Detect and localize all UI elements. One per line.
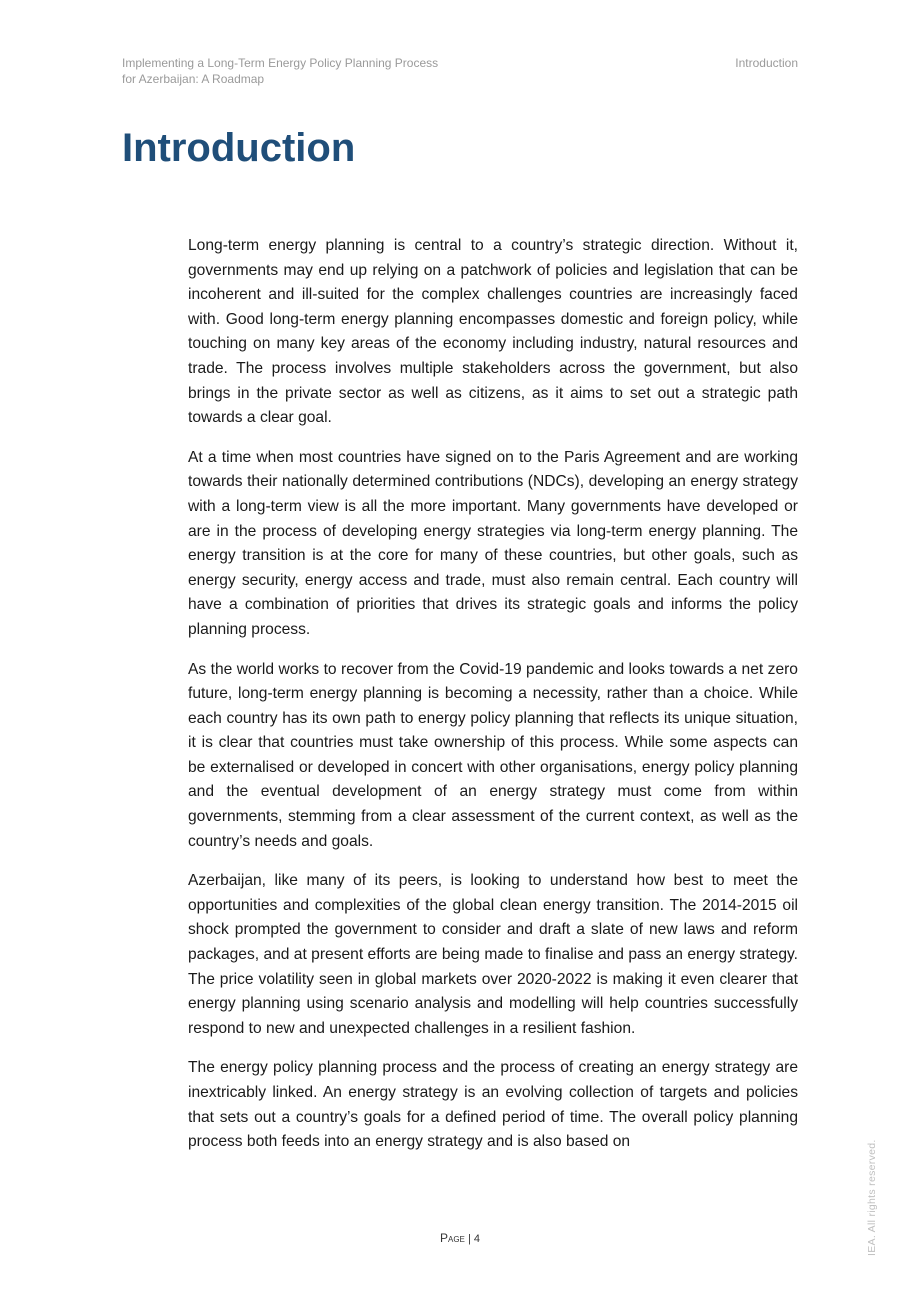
paragraph-4: Azerbaijan, like many of its peers, is looking to understand how best to meet the opportunities and complexities of the global clean energy transition. The 2014-2015 oil shock prompted the government to consider and draft a slate of new laws and reform packages, and at present efforts are being made to finalise and pass an energy strategy. The price volatility seen in global markets over 2020-2022 is making it even clearer that energy planning using scenario analysis and modelling will help countries successfully respond to new and unexpected challenges in a resilient fashion. — [188, 872, 798, 1037]
page-separator: | — [467, 1233, 471, 1245]
paragraph-2: At a time when most countries have signed on to the Paris Agreement and are working towards their nationally determined contributions (NDCs), developing an energy strategy with a long-term view is all the more important. Many governments have developed or are in the process of developing energy strategies via long-term energy planning. The energy transition is at the core for many of these countries, but other goals, such as energy security, energy access and trade, must also remain central. Each country will have a combination of priorities that drives its strategic goals and informs the policy planning process. — [188, 448, 798, 638]
rights-notice: IEA. All rights reserved. — [866, 1139, 878, 1256]
page-footer — [0, 1231, 920, 1246]
paragraph-3: As the world works to recover from the Covid-19 pandemic and looks towards a net zero future, long-term energy planning is becoming a necessity, rather than a choice. While each country has its own path to energy policy planning that reflects its unique situation, it is clear that countries must take ownership of this process. While some aspects can be externalised or developed in concert with other organisations, energy policy planning and the eventual development of an energy strategy must come from within governments, stemming from a clear assessment of the current context, as well as the country’s needs and goals. — [188, 660, 798, 850]
paragraph-5: The energy policy planning process and the process of creating an energy strategy are inextricably linked. An energy strategy is an evolving collection of targets and policies that sets out a country’s goals for a defined period of time. The overall policy planning process both feeds into an energy strategy and is also based on — [188, 1059, 798, 1151]
header-title-line-2: for Azerbaijan: A Roadmap — [122, 72, 265, 86]
body-text — [188, 234, 798, 1170]
header-document-title — [122, 55, 542, 87]
page-number: 4 — [473, 1233, 480, 1245]
page-label: Page — [439, 1231, 465, 1245]
page-title: Introduction — [122, 126, 356, 170]
header-section-name: Introduction — [735, 56, 798, 70]
header-title-line-1: Implementing a Long-Term Energy Policy Planning Process — [122, 56, 439, 70]
paragraph-1: Long-term energy planning is central to a country’s strategic direction. Without it, governments may end up relying on a patchwork of policies and legislation that can be incoherent and ill-suited for the complex challenges countries are increasingly faced with. Good long-term energy planning encompasses domestic and foreign policy, while touching on many key areas of the economy including industry, natural resources and trade. The process involves multiple stakeholders across the government, but also brings in the private sector as well as citizens, as it aims to set out a strategic path towards a clear goal. — [188, 237, 798, 427]
